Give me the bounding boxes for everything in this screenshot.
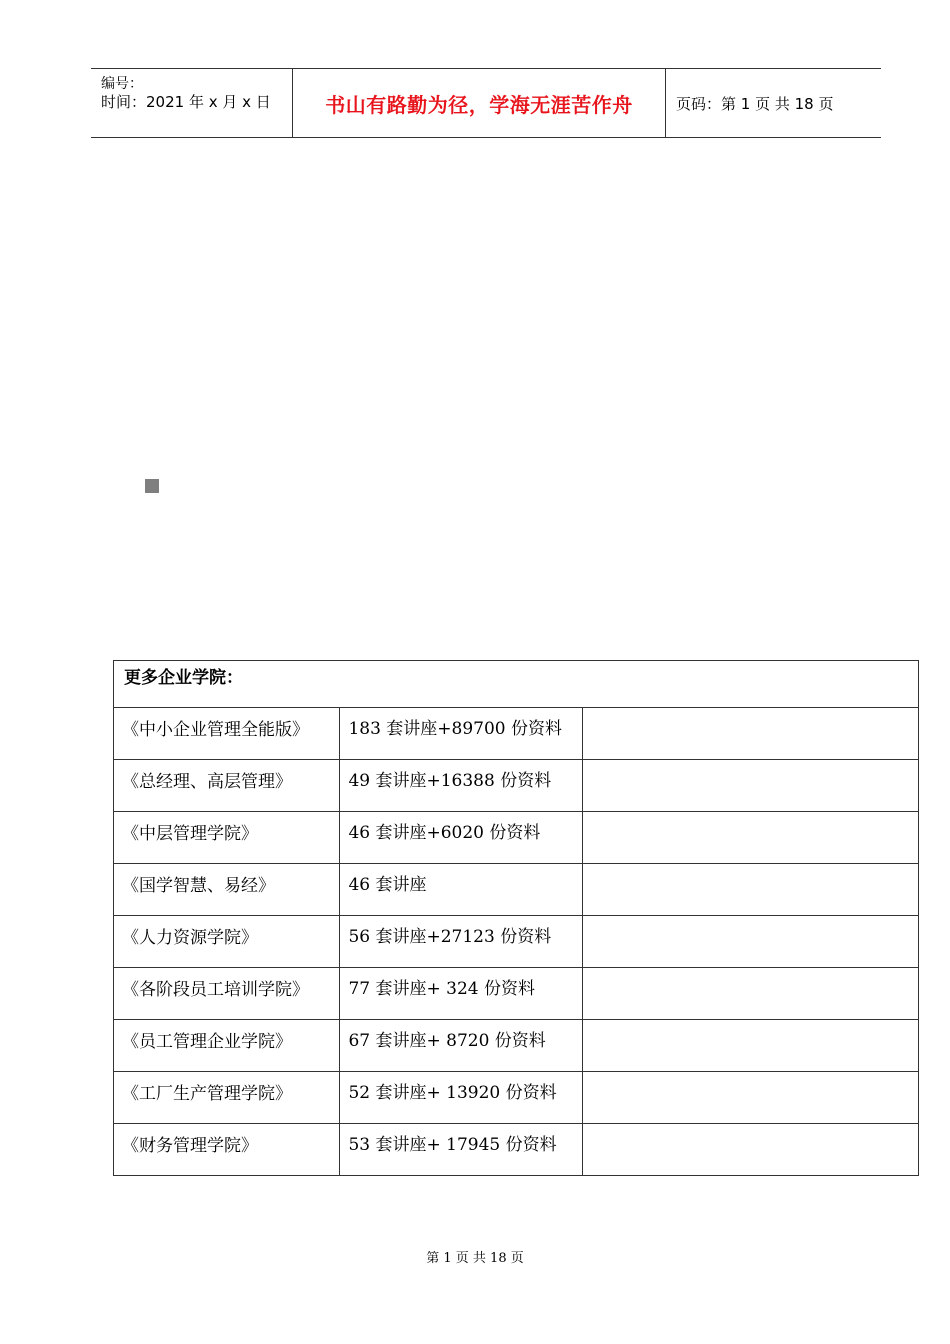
table-row bbox=[114, 760, 919, 812]
empty-cell bbox=[582, 760, 918, 812]
page-header bbox=[91, 68, 881, 138]
table-row bbox=[114, 1020, 919, 1072]
empty-cell bbox=[582, 708, 918, 760]
academy-name: 《员工管理企业学院》 bbox=[114, 1020, 340, 1072]
page-footer: 第 1 页 共 18 页 bbox=[426, 1251, 524, 1266]
academy-name: 《工厂生产管理学院》 bbox=[114, 1072, 340, 1124]
empty-cell bbox=[582, 916, 918, 968]
table-row bbox=[114, 916, 919, 968]
table-row bbox=[114, 708, 919, 760]
academy-name: 《国学智慧、易经》 bbox=[114, 864, 340, 916]
academy-name: 《各阶段员工培训学院》 bbox=[114, 968, 340, 1020]
table-header-row bbox=[114, 661, 919, 708]
academy-name: 《人力资源学院》 bbox=[114, 916, 340, 968]
empty-cell bbox=[582, 1124, 918, 1176]
academy-info: 183 套讲座+89700 份资料 bbox=[340, 708, 583, 760]
table-row bbox=[114, 1124, 919, 1176]
table-row bbox=[114, 812, 919, 864]
table-row bbox=[114, 864, 919, 916]
academy-info: 49 套讲座+16388 份资料 bbox=[340, 760, 583, 812]
academy-info: 52 套讲座+ 13920 份资料 bbox=[340, 1072, 583, 1124]
motto-text: 书山有路勤为径，学海无涯苦作舟 bbox=[325, 92, 633, 117]
academy-info: 56 套讲座+27123 份资料 bbox=[340, 916, 583, 968]
empty-cell bbox=[582, 812, 918, 864]
empty-cell bbox=[582, 968, 918, 1020]
table-row bbox=[114, 968, 919, 1020]
academy-table bbox=[113, 660, 919, 1176]
empty-cell bbox=[582, 864, 918, 916]
table-title: 更多企业学院： bbox=[114, 661, 919, 708]
empty-cell bbox=[582, 1020, 918, 1072]
header-meta bbox=[91, 69, 293, 137]
academy-name: 《中层管理学院》 bbox=[114, 812, 340, 864]
academy-info: 67 套讲座+ 8720 份资料 bbox=[340, 1020, 583, 1072]
empty-cell bbox=[582, 1072, 918, 1124]
document-number-label: 编号： bbox=[101, 76, 143, 92]
academy-info: 77 套讲座+ 324 份资料 bbox=[340, 968, 583, 1020]
academy-name: 《总经理、高层管理》 bbox=[114, 760, 340, 812]
header-motto bbox=[293, 69, 666, 137]
academy-info: 46 套讲座 bbox=[340, 864, 583, 916]
academy-info: 53 套讲座+ 17945 份资料 bbox=[340, 1124, 583, 1176]
table-row bbox=[114, 1072, 919, 1124]
document-time-label: 时间：2021 年 x 月 x 日 bbox=[101, 93, 271, 111]
academy-name: 《财务管理学院》 bbox=[114, 1124, 340, 1176]
square-bullet-icon bbox=[145, 479, 159, 493]
academy-name: 《中小企业管理全能版》 bbox=[114, 708, 340, 760]
academy-info: 46 套讲座+6020 份资料 bbox=[340, 812, 583, 864]
header-page-info: 页码：第 1 页 共 18 页 bbox=[676, 94, 834, 113]
